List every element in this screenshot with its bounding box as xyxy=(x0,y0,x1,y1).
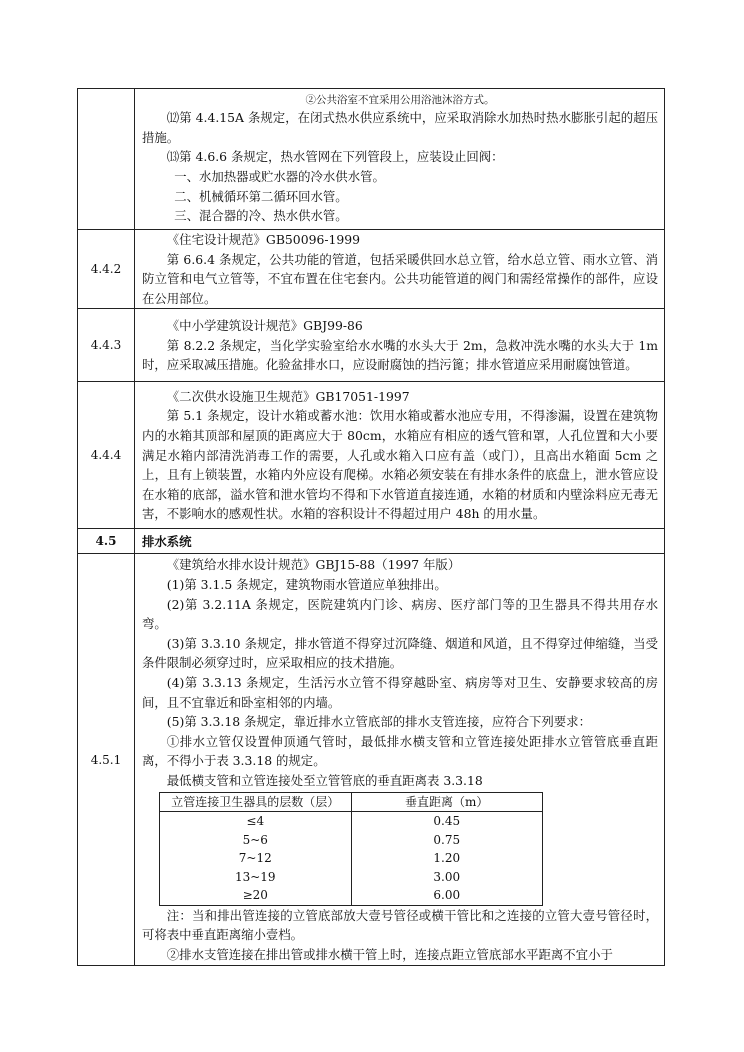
text-line: 《建筑给水排水设计规范》GBJ15-88（1997 年版） xyxy=(166,557,461,573)
row-number: 4.5.1 xyxy=(78,554,135,966)
regulation-table xyxy=(77,88,665,966)
text-line: 《中小学建筑设计规范》GBJ99-86 xyxy=(166,317,363,333)
text-line: ②公共浴室不宜采用公用浴池沐浴方式。 xyxy=(305,94,495,107)
text-line: ⑿第 4.4.15A 条规定，在闭式热水供应系统中，应采取消除水加热时热水膨胀引起的超压措施。 xyxy=(142,110,658,145)
table-row xyxy=(78,554,665,966)
row-content xyxy=(135,309,665,382)
cell: 6.00 xyxy=(351,886,543,905)
section-header-row xyxy=(78,529,665,554)
table-row xyxy=(78,382,665,529)
note-line: 注：当和排出管连接的立管底部放大壹号管径或横干管比和之连接的立管大壹号管径时，可将表中垂直距离缩小壹档。 xyxy=(142,907,658,943)
text-line: 《二次供水设施卫生规范》GB17051-1997 xyxy=(166,388,410,404)
text-line: 第 5.1 条规定，设计水箱或蓄水池：饮用水箱或蓄水池应专用，不得渗漏，设置在建筑物内的水箱其顶部和屋顶的距离应大于 80cm，水箱应有相应的透气管和罩，人孔位置和大小要满足水箱内部清洗消毒工作的需要，人孔或水箱入口应有盖（或门），且高出水箱面 5cm 之上，且有上锁装置，水箱内外应设有爬梯。水箱必须安装在有排水条件的底盘上，泄水管应设在水箱的底部，溢水管和泄水管均不得和下水管道直接连通，水箱的材质和内壁涂料应无毒无害，不影响水的感观性状。水箱的容积设计不得超过用户 48h 的用水量。 xyxy=(142,408,658,522)
text-line: ①排水立管仅设置伸顶通气管时，最低排水横支管和立管连接处距排水立管管底垂直距离，不得小于表 3.3.18 的规定。 xyxy=(142,733,658,769)
row-content xyxy=(135,554,665,966)
text-line: 三、混合器的冷、热水供水管。 xyxy=(174,208,348,224)
inner-table-row xyxy=(160,812,543,831)
text-line: (2)第 3.2.11A 条规定，医院建筑内门诊、病房、医疗部门等的卫生器具不得共用存水弯。 xyxy=(142,596,658,632)
header-cell: 垂直距离（m） xyxy=(351,792,543,812)
row-content xyxy=(135,230,665,309)
text-line: ⒀第 4.6.6 条规定，热水管网在下列管段上，应装设止回阀： xyxy=(166,149,504,165)
table-caption: 最低横支管和立管连接处至立管管底的垂直距离表 3.3.18 xyxy=(166,772,483,788)
cell: 5~6 xyxy=(160,831,352,850)
cell: 7~12 xyxy=(160,849,352,868)
row-number: 4.4.4 xyxy=(78,382,135,529)
inner-table-row xyxy=(160,868,543,887)
row-number: 4.4.2 xyxy=(78,230,135,309)
section-number: 4.5 xyxy=(78,529,135,554)
section-title: 排水系统 xyxy=(135,529,665,554)
cell: ≥20 xyxy=(160,886,352,905)
inner-table-header xyxy=(160,792,543,812)
inner-table-row xyxy=(160,849,543,868)
text-line: 一、水加热器或贮水器的冷水供水管。 xyxy=(174,169,385,184)
inner-table-row xyxy=(160,886,543,905)
table-row xyxy=(78,89,665,230)
cell: 0.45 xyxy=(351,812,543,831)
row-number: 4.4.3 xyxy=(78,309,135,382)
inner-table-row xyxy=(160,831,543,850)
text-line: (5)第 3.3.18 条规定，靠近排水立管底部的排水支管连接，应符合下列要求： xyxy=(166,714,591,730)
text-line: (3)第 3.3.10 条规定，排水管道不得穿过沉降缝、烟道和风道，且不得穿过伸缩缝，当受条件限制必须穿过时，应采取相应的技术措施。 xyxy=(142,635,658,671)
text-line: 《住宅设计规范》GB50096-1999 xyxy=(166,232,361,247)
text-line: ②排水支管连接在排出管或排水横干管上时，连接点距立管底部水平距离不宜小于 xyxy=(166,946,613,962)
row-content xyxy=(135,382,665,529)
text-line: 第 8.2.2 条规定，当化学实验室给水水嘴的水头大于 2m，急救冲洗水嘴的水头大于 1m 时，应采取减压措施。化验盆排水口，应设耐腐蚀的挡污篦；排水管道应采用耐腐蚀管道。 xyxy=(142,337,658,373)
row-number xyxy=(78,89,135,230)
text-line: (1)第 3.1.5 条规定，建筑物雨水管道应单独排出。 xyxy=(166,576,447,592)
row-content xyxy=(135,89,665,230)
text-line: 第 6.6.4 条规定，公共功能的管道，包括采暖供回水总立管，给水总立管、雨水立管、消防立管和电气立管等，不宜布置在住宅套内。公共功能管道的阀门和需经常操作的部件，应设在公用部位。 xyxy=(142,251,658,306)
distance-table xyxy=(159,792,543,906)
text-line: 二、机械循环第二循环回水管。 xyxy=(174,188,348,204)
header-cell: 立管连接卫生器具的层数（层） xyxy=(160,792,352,812)
cell: 1.20 xyxy=(351,849,543,868)
cell: ≤4 xyxy=(160,812,352,831)
cell: 0.75 xyxy=(351,831,543,850)
table-row xyxy=(78,309,665,382)
cell: 13~19 xyxy=(160,868,352,887)
cell: 3.00 xyxy=(351,868,543,887)
table-row xyxy=(78,230,665,309)
text-line: (4)第 3.3.13 条规定，生活污水立管不得穿越卧室、病房等对卫生、安静要求较高的房间，且不宜靠近和卧室相邻的内墙。 xyxy=(142,674,658,710)
